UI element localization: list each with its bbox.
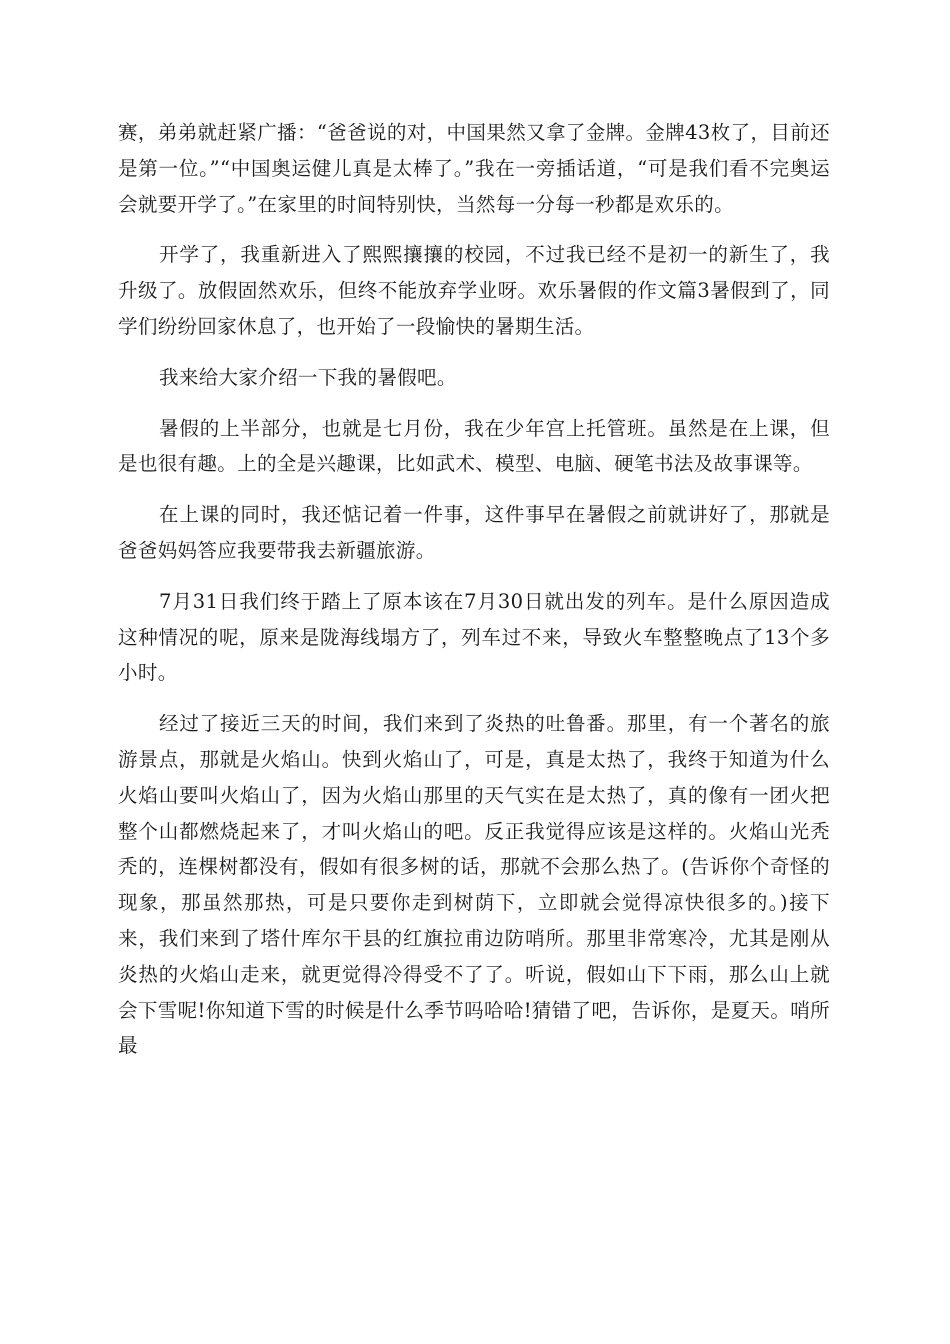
paragraph-continued: 赛，弟弟就赶紧广播：“爸爸说的对，中国果然又拿了金牌。金牌43枚了，目前还是第一位。”“中国奥运健儿真是太棒了。”我在一旁插话道，“可是我们看不完奥运会就要开学了。”在家里的时间特别快，当然每一分每一秒都是欢乐的。 [118, 121, 830, 216]
paragraph: 在上课的同时，我还惦记着一件事，这件事早在暑假之前就讲好了，那就是爸爸妈妈答应我要带我去新疆旅游。 [118, 503, 830, 562]
paragraph: 经过了接近三天的时间，我们来到了炎热的吐鲁番。那里，有一个著名的旅游景点，那就是火焰山。快到火焰山了，可是，真是太热了，我终于知道为什么火焰山要叫火焰山了，因为火焰山那里的天气实在是太热了，真的像有一团火把整个山都燃烧起来了，才叫火焰山的吧。反正我觉得应该是这样的。火焰山光秃秃的，连棵树都没有，假如有很多树的话，那就不会那么热了。(告诉你个奇怪的现象，那虽然那热，可是只要你走到树荫下，立即就会觉得凉快很多的。)接下来，我们来到了塔什库尔干县的红旗拉甫边防哨所。那里非常寒冷，尤其是刚从炎热的火焰山走来，就更觉得冷得受不了了。听说，假如山下下雨，那么山上就会下雪呢!你知道下雪的时候是什么季节吗哈哈!猜错了吧，告诉你，是夏天。哨所最 [118, 712, 830, 1058]
paragraph: 7月31日我们终于踏上了原本该在7月30日就出发的列车。是什么原因造成这种情况的呢，原来是陇海线塌方了，列车过不来，导致火车整整晚点了13个多小时。 [118, 589, 830, 685]
paragraph: 开学了，我重新进入了熙熙攘攘的校园，不过我已经不是初一的新生了，我升级了。放假固然欢乐，但终不能放弃学业呀。欢乐暑假的作文篇3暑假到了，同学们纷纷回家休息了，也开始了一段愉快的暑期生活。 [118, 243, 830, 338]
document-body [118, 115, 830, 1079]
paragraph: 我来给大家介绍一下我的暑假吧。 [159, 365, 457, 389]
paragraph: 暑假的上半部分，也就是七月份，我在少年宫上托管班。虽然是在上课，但是也很有趣。上的全是兴趣课，比如武术、模型、电脑、硬笔书法及故事课等。 [118, 416, 830, 476]
